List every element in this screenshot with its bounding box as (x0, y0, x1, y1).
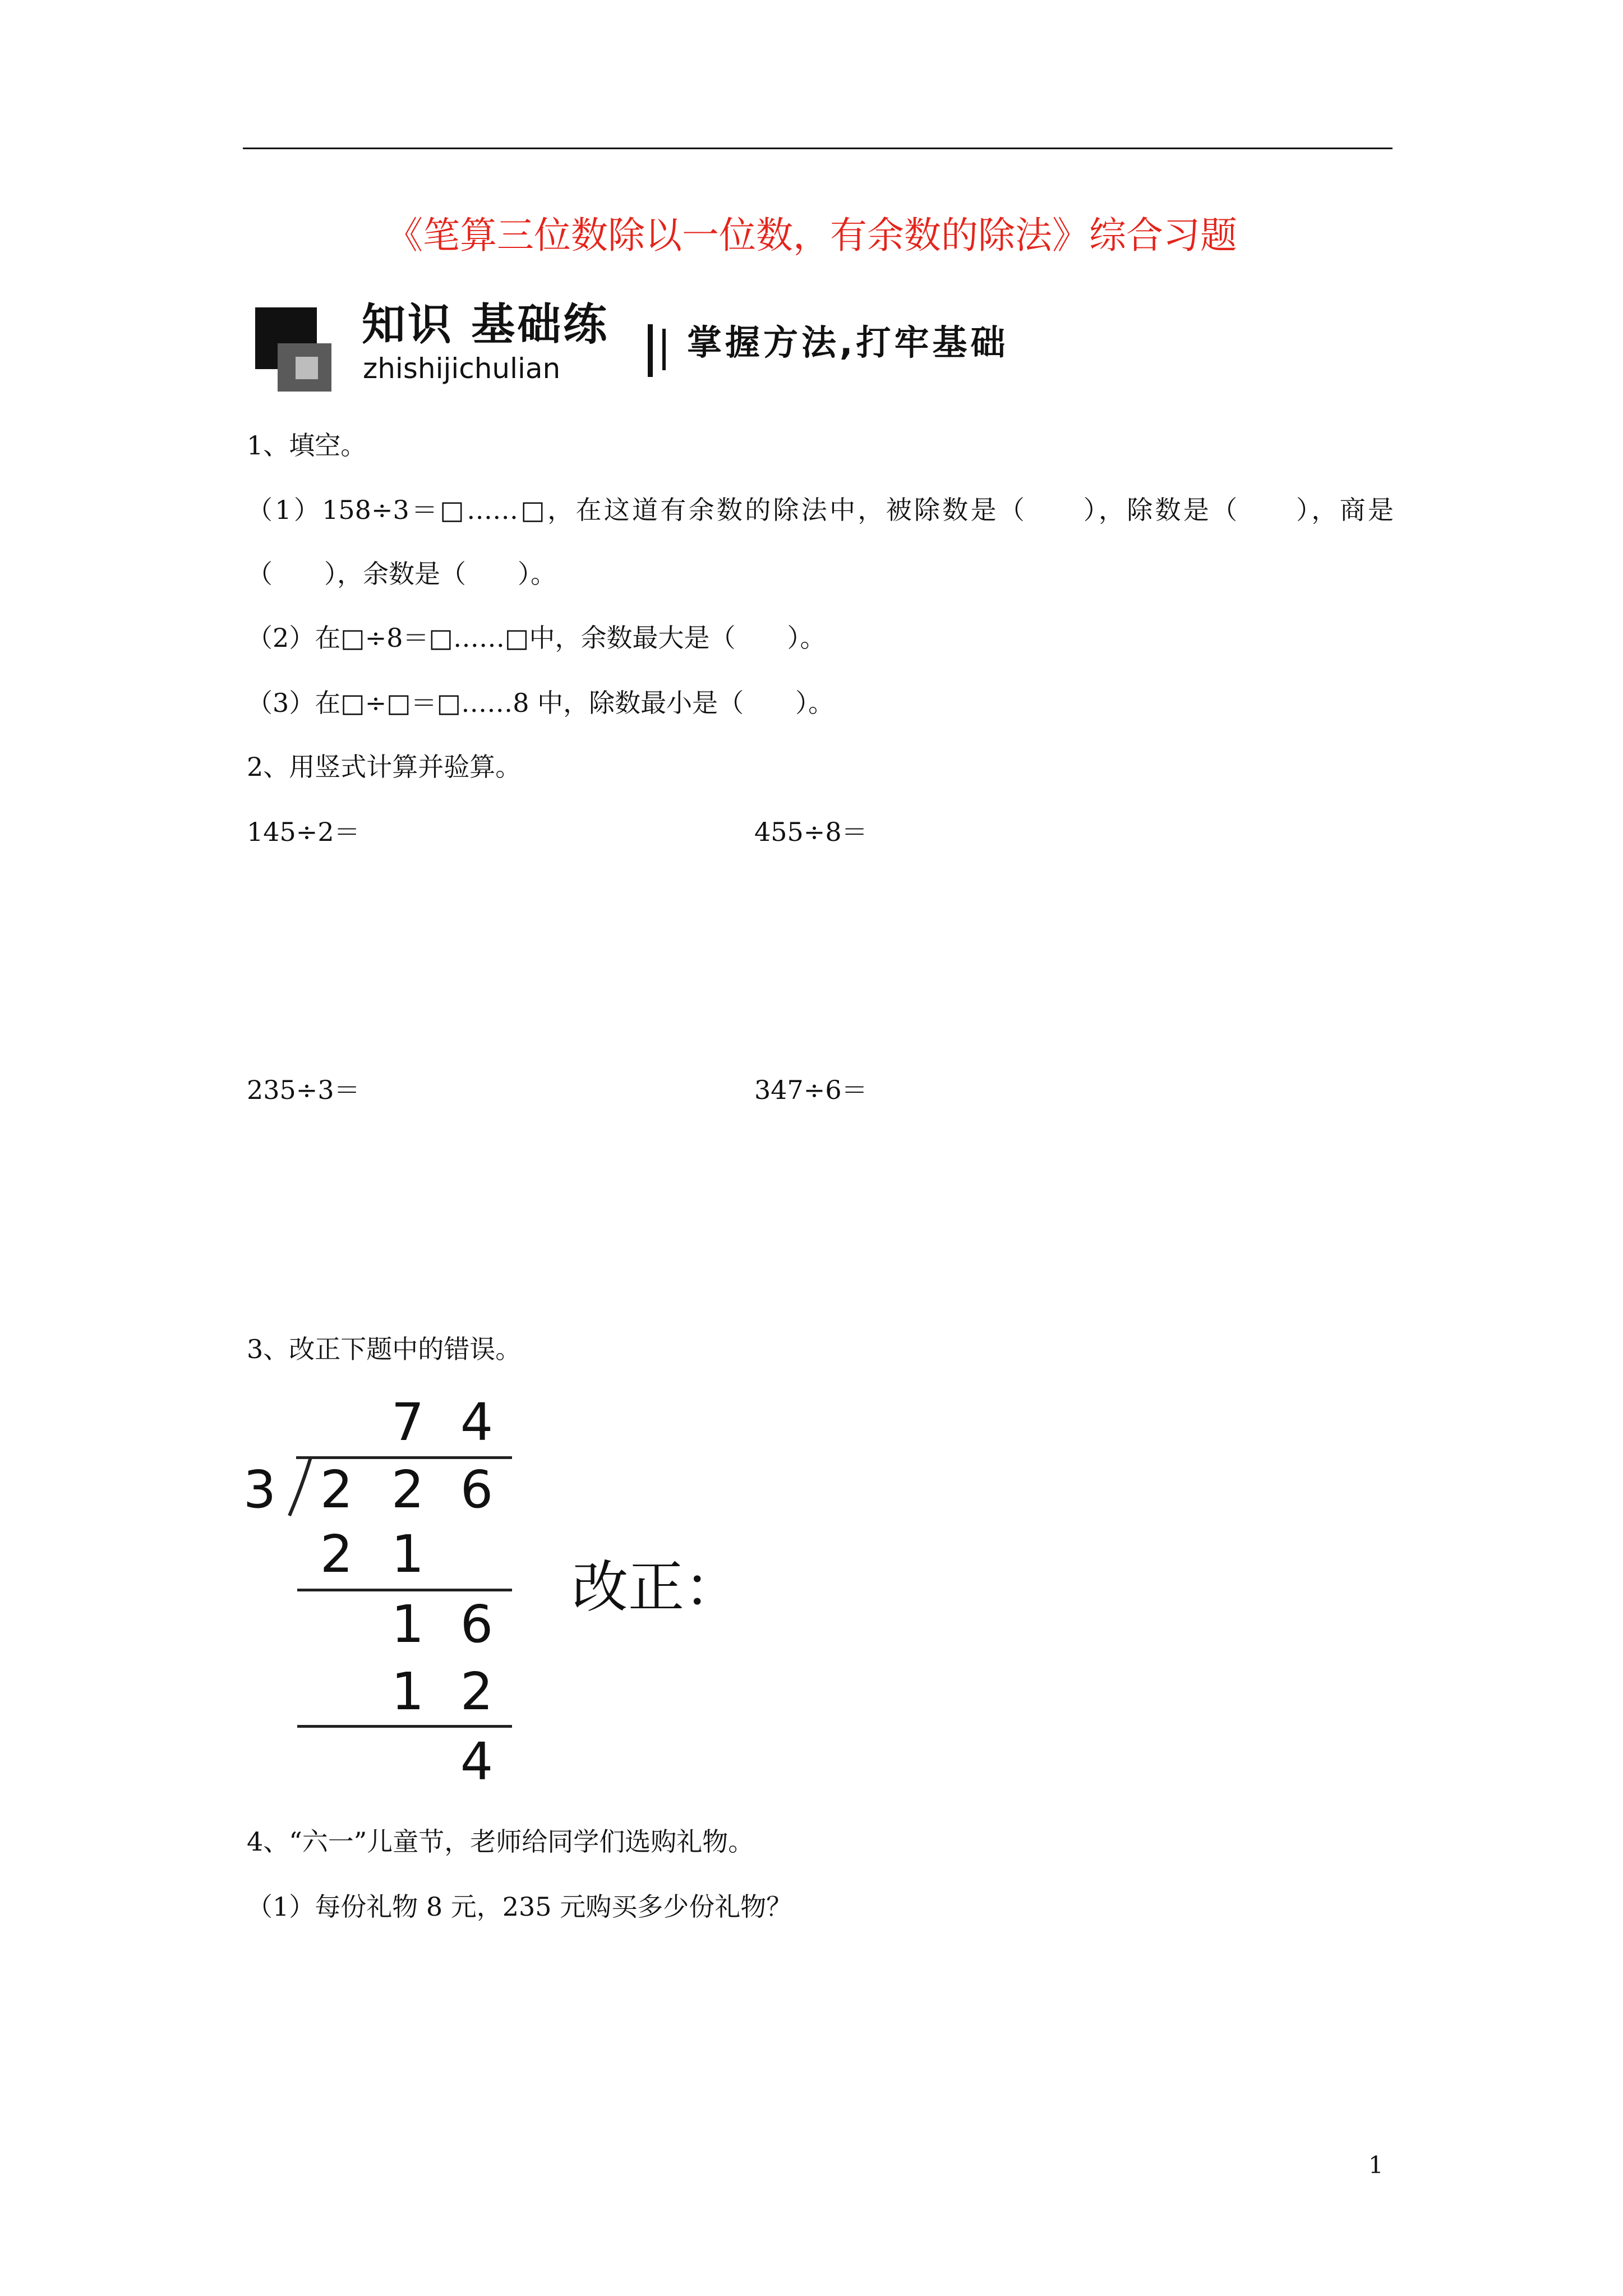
question-2-heading: 2、用竖式计算并验算。 (247, 752, 522, 782)
question-4-heading: 4、“六一”儿童节，老师给同学们选购礼物。 (247, 1826, 754, 1857)
quotient-digit: 4 (460, 1392, 494, 1452)
banner-logo-square (296, 357, 318, 379)
division-bracket-curve (286, 1456, 314, 1518)
banner-heading: 知识 基础练 (362, 300, 610, 350)
page-title: 《笔算三位数除以一位数，有余数的除法》综合习题 (386, 214, 1237, 257)
dividend-digit: 2 (391, 1460, 425, 1520)
question-3-heading: 3、改正下题中的错误。 (247, 1334, 522, 1364)
question-4-item-1: （1）每份礼物 8 元，235 元购买多少份礼物？ (247, 1892, 792, 1922)
question-1-item-1-line-2: （ ），余数是（ ）。 (247, 559, 556, 589)
section-banner (255, 300, 1040, 393)
step-digit: 2 (320, 1524, 353, 1584)
correction-label: 改正： (572, 1554, 740, 1620)
long-division-figure (0, 0, 1, 1)
division-underline (297, 1725, 512, 1728)
question-1-heading: 1、填空。 (247, 430, 367, 461)
step-digit: 6 (460, 1594, 494, 1654)
banner-slogan: 掌握方法,打牢基础 (687, 322, 1009, 363)
page-number: 1 (1368, 2151, 1384, 2179)
question-1-item-3: （3）在□÷□＝□……8 中，除数最小是（ ）。 (247, 688, 834, 718)
dividend-digit: 2 (320, 1460, 353, 1520)
banner-divider (662, 329, 666, 370)
step-digit: 1 (391, 1662, 425, 1722)
step-digit: 1 (391, 1594, 425, 1654)
dividend-digit: 6 (460, 1460, 494, 1520)
division-problem: 145÷2＝ (247, 817, 360, 847)
division-underline (297, 1589, 512, 1591)
division-problem: 347÷6＝ (754, 1075, 868, 1105)
banner-divider (648, 324, 653, 377)
header-rule (243, 148, 1393, 149)
division-bracket-bar (296, 1456, 512, 1459)
division-problem: 235÷3＝ (247, 1075, 360, 1105)
question-1-item-2: （2）在□÷8＝□……□中，余数最大是（ ）。 (247, 623, 826, 653)
banner-pinyin: zhishijichulian (363, 352, 561, 385)
division-problem: 455÷8＝ (754, 817, 868, 847)
step-digit: 2 (460, 1662, 494, 1722)
quotient-digit: 7 (391, 1392, 425, 1452)
question-1-item-1-line-1: （1）158÷3＝□……□，在这道有余数的除法中，被除数是（ ），除数是（ ），商是 (247, 495, 1394, 525)
divisor-digit: 3 (243, 1460, 276, 1520)
step-digit: 1 (391, 1524, 425, 1584)
remainder-digit: 4 (460, 1732, 494, 1792)
